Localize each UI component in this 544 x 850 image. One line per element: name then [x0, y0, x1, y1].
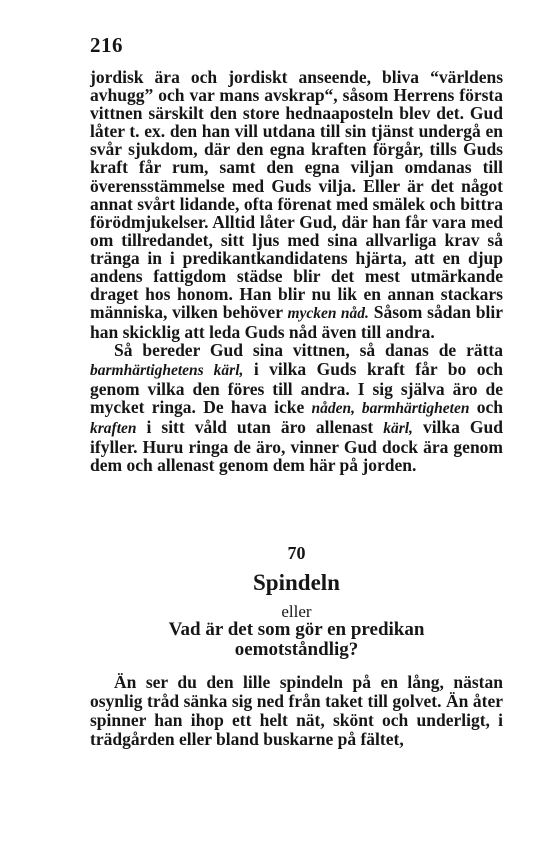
italic-phrase: kraften [90, 419, 137, 437]
text-run: Såsom sådan blir han skicklig att leda Guds nåd även till andra. [90, 302, 504, 343]
italic-phrase: barmhärtighetens kärl, [90, 361, 244, 379]
text-run: i vilka Guds kraft får bo och genom vilka den föres till andra. I sig själva äro de mycket ringa. De hava icke [90, 358, 504, 417]
text-run: och [469, 396, 504, 417]
italic-phrase: nåden, barmhärtigheten [311, 399, 470, 417]
paragraph [90, 68, 503, 341]
text-run: jordisk ära och jordiskt anseende, bliva “världens avhugg” och var mans avskrap“, såsom Herrens första vittnen särskilt den store hednaaposteln blev det. Gud låter t. ex. den han vill utdana till sin tjänst undergå en svår sjukdom, där den egna kraften förgår, tills Guds kraft får rum, samt den egna viljan omdanas till överensstämmelse med Guds vilja. Eller är det något annat svårt lidande, ofta förenat med smälek och bittra förödmjukelser. Alltid låter Gud, där han får vara med om tillredandet, sitt ljus med sina allvarliga krav så tränga in i predikantkandidatens hjärta, att en djup andens fattigdom städse blir det mest utmärkande draget hos honom. Han blir nu lik en annan stackars människa, vilken behöver [90, 67, 503, 323]
text-run: i sitt våld utan äro allenast [136, 416, 384, 437]
section-paragraph: Än ser du den lille spindeln på en lång, nästan osynlig tråd sänka sig ned från taket till golvet. Än åter spinner han ihop ett helt nät, skönt och underligt, i trädgården eller bland buskarne på fältet, [90, 672, 503, 749]
section-title: Spindeln [253, 570, 340, 595]
italic-phrase: mycken nåd. [287, 305, 369, 323]
body-text [90, 68, 503, 474]
page-number: 216 [90, 33, 123, 57]
italic-phrase: kärl, [383, 419, 413, 437]
text-run: Så bereder Gud sina vittnen, så danas de rätta [114, 340, 503, 361]
section-body [90, 673, 503, 749]
text-run: vilka Gud ifyller. Huru ringa de äro, vinner Gud dock ära genom dem och allenast genom dem här på jorden. [90, 416, 503, 475]
section-number: 70 [287, 543, 306, 563]
section-subtitle: Vad är det som gör en predikan oemotståndlig? [168, 619, 425, 660]
section-or-word: eller [281, 602, 312, 621]
paragraph [90, 341, 503, 474]
